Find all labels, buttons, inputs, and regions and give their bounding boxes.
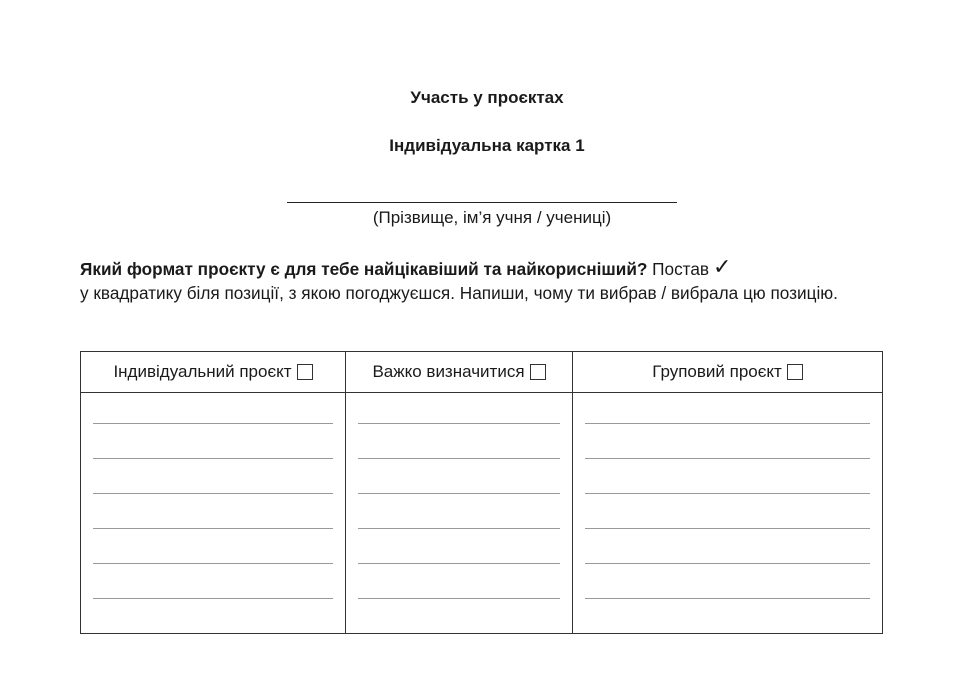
student-name-field[interactable]	[287, 202, 677, 203]
answer-line[interactable]	[585, 458, 870, 459]
answer-cell-undecided[interactable]	[346, 393, 573, 634]
column-label: Індивідуальний проєкт	[113, 362, 292, 381]
checkmark-icon: ✓	[713, 254, 732, 279]
answer-cell-group[interactable]	[573, 393, 883, 634]
answer-line[interactable]	[585, 598, 870, 599]
column-header-individual	[81, 352, 346, 393]
page-title: Участь у проєктах	[410, 88, 564, 107]
checkbox-group[interactable]	[787, 364, 803, 380]
answer-line[interactable]	[93, 458, 333, 459]
answer-line[interactable]	[585, 528, 870, 529]
answer-line[interactable]	[358, 458, 560, 459]
answer-lines	[573, 393, 882, 599]
column-header-undecided	[346, 352, 573, 393]
answer-table	[80, 351, 883, 634]
answer-line[interactable]	[358, 493, 560, 494]
answer-line[interactable]	[358, 598, 560, 599]
card-subtitle: Індивідуальна картка 1	[389, 136, 585, 155]
question-instruction: Постав	[652, 259, 710, 279]
answer-line[interactable]	[358, 528, 560, 529]
answer-line[interactable]	[358, 423, 560, 424]
answer-line[interactable]	[358, 563, 560, 564]
answer-line[interactable]	[585, 423, 870, 424]
answer-line[interactable]	[93, 528, 333, 529]
answer-lines	[346, 393, 572, 599]
question-text	[80, 254, 895, 305]
answer-line[interactable]	[585, 493, 870, 494]
answer-line[interactable]	[585, 563, 870, 564]
student-name-caption: (Прізвище, ім’я учня / учениці)	[372, 208, 612, 227]
column-header-group	[573, 352, 883, 393]
column-label: Груповий проєкт	[652, 362, 782, 381]
answer-line[interactable]	[93, 598, 333, 599]
answer-line[interactable]	[93, 423, 333, 424]
answer-line[interactable]	[93, 563, 333, 564]
question-bold: Який формат проєкту є для тебе найцікавіший та найкорисніший?	[80, 259, 648, 279]
answer-lines	[81, 393, 345, 599]
column-label: Важко визначитися	[372, 362, 525, 381]
checkbox-undecided[interactable]	[530, 364, 546, 380]
answer-cell-individual[interactable]	[81, 393, 346, 634]
answer-line[interactable]	[93, 493, 333, 494]
checkbox-individual[interactable]	[297, 364, 313, 380]
question-continuation: у квадратику біля позиції, з якою погоджуєшся. Напиши, чому ти вибрав / вибрала цю позицію.	[80, 283, 838, 303]
